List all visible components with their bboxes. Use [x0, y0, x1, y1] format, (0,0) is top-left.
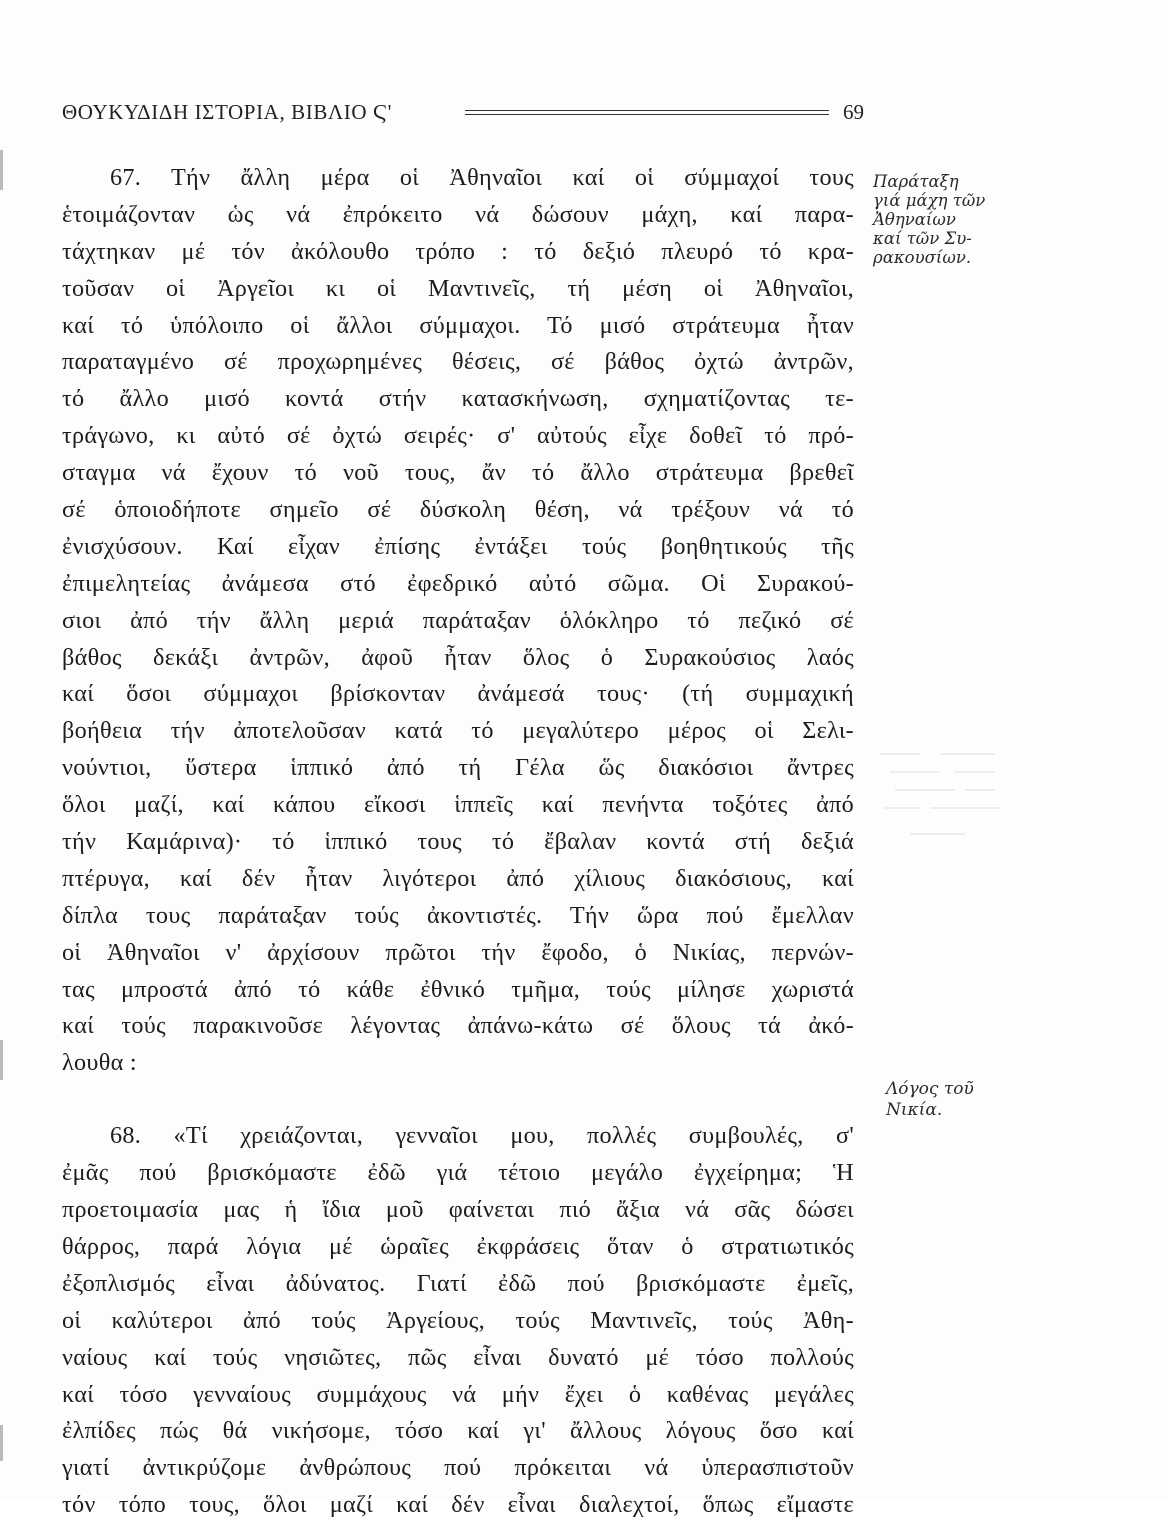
paragraph-68	[62, 1118, 854, 1524]
margin-note-line: καί τῶν Συ-	[873, 229, 972, 248]
text-line: πτέρυγα, καί δέν ἦταν λιγότεροι ἀπό χίλιους διακόσιους, καί	[62, 864, 854, 892]
text-line: λουθα :	[62, 1049, 137, 1077]
text-line: καί τό ὑπόλοιπο οἱ ἄλλοι σύμμαχοι. Τό μισό στράτευμα ἦταν	[62, 311, 854, 339]
text-line: οἱ Ἀθηναῖοι ν' ἀρχίσουν πρῶτοι τήν ἔφοδο, ὁ Νικίας, περνών-	[62, 938, 854, 966]
margin-note-line: Νικία.	[886, 1100, 943, 1120]
margin-note-battle-array	[873, 172, 1023, 267]
text-line: ναίους καί τούς νησιῶτες, πῶς εἶναι δυνατό μέ τόσο πολλούς	[62, 1343, 854, 1371]
page-number: 69	[843, 100, 864, 124]
paragraph-67	[62, 160, 854, 1082]
page-edge-mark	[0, 150, 3, 190]
text-line: σταγμα νά ἔχουν τό νοῦ τους, ἄν τό ἄλλο στράτευμα βρεθεῖ	[62, 459, 854, 487]
main-text	[62, 160, 854, 1524]
text-line: παραταγμένο σέ προχωρημένες θέσεις, σέ βάθος ὀχτώ ἀντρῶν,	[62, 348, 854, 376]
text-line: καί τόσο γενναίους συμμάχους νά μήν ἔχει ὁ καθένας μεγάλες	[62, 1380, 854, 1408]
text-line: σιοι ἀπό τήν ἄλλη μεριά παράταξαν ὁλόκληρο τό πεζικό σέ	[62, 606, 854, 634]
text-line: βοήθεια τήν ἀποτελοῦσαν κατά τό μεγαλύτερο μέρος οἱ Σελι-	[62, 717, 854, 745]
text-line: δίπλα τους παράταξαν τούς ἀκοντιστές. Τήν ὥρα πού ἔμελλαν	[62, 901, 854, 929]
text-line: οἱ καλύτεροι ἀπό τούς Ἀργείους, τούς Μαντινεῖς, τούς Ἀθη-	[62, 1306, 854, 1334]
text-line: τήν Καμάρινα)· τό ἱππικό τους τό ἔβαλαν κοντά στή δεξιά	[62, 828, 854, 856]
text-line: 68. «Τί χρειάζονται, γενναῖοι μου, πολλές συμβουλές, σ'	[110, 1122, 854, 1150]
text-line: ἐλπίδες πώς θά νικήσομε, τόσο καί γι' ἄλλους λόγους ὅσο καί	[62, 1417, 854, 1445]
bleed-through-marks	[870, 742, 1020, 862]
running-header	[62, 100, 864, 132]
text-line: ἐξοπλισμός εἶναι ἀδύνατος. Γιατί ἐδῶ πού βρισκόμαστε ἐμεῖς,	[62, 1269, 854, 1297]
text-line: γιατί ἀντικρύζομε ἀνθρώπους πού πρόκειται νά ὑπερασπιστοῦν	[62, 1454, 854, 1482]
text-line: θάρρος, παρά λόγια μέ ὡραῖες ἐκφράσεις ὅταν ὁ στρατιωτικός	[62, 1232, 854, 1260]
text-line: τόν τόπο τους, ὅλοι μαζί καί δέν εἶναι διαλεχτοί, ὅπως εἴμαστε	[62, 1491, 854, 1519]
text-line: προετοιμασία μας ἡ ἴδια μοῦ φαίνεται πιό ἄξια νά σᾶς δώσει	[62, 1196, 854, 1224]
header-title: ΘΟΥΚΥΔΙΔΗ ΙΣΤΟΡΙΑ, ΒΙΒΛΙΟ Ϛ'	[62, 100, 392, 124]
paragraph-gap	[62, 1082, 854, 1118]
text-line: ἐπιμελητείας ἀνάμεσα στό ἐφεδρικό αὐτό σῶμα. Οἱ Συρακού-	[62, 569, 854, 597]
text-line: τας μπροστά ἀπό τό κάθε ἐθνικό τμῆμα, τούς μίλησε χωριστά	[62, 975, 854, 1003]
header-double-rule	[465, 110, 829, 115]
text-line: νούντιοι, ὕστερα ἱππικό ἀπό τή Γέλα ὥς διακόσιοι ἄντρες	[62, 754, 854, 782]
margin-note-line: Ἀθηναίων	[873, 210, 956, 229]
text-line: 67. Τήν ἄλλη μέρα οἱ Ἀθηναῖοι καί οἱ σύμμαχοί τους	[110, 164, 854, 191]
text-line: τράγωνο, κι αὐτό σέ ὀχτώ σειρές· σ' αὐτούς εἶχε δοθεῖ τό πρό-	[62, 422, 854, 450]
margin-note-nikias-speech	[886, 1079, 1026, 1121]
text-line: τάχτηκαν μέ τόν ἀκόλουθο τρόπο : τό δεξιό πλευρό τό κρα-	[62, 237, 854, 265]
text-line: σέ ὁποιοδήποτε σημεῖο σέ δύσκολη θέση, νά τρέξουν νά τό	[62, 496, 854, 524]
text-line: καί ὅσοι σύμμαχοι βρίσκονταν ἀνάμεσά τους· (τή συμμαχική	[62, 680, 854, 708]
text-line: καί τούς παρακινοῦσε λέγοντας ἀπάνω-κάτω σέ ὅλους τά ἀκό-	[62, 1012, 854, 1040]
margin-note-line: Λόγος τοῦ	[886, 1079, 974, 1099]
margin-note-line: ρακουσίων.	[873, 248, 972, 267]
text-line: τό ἄλλο μισό κοντά στήν κατασκήνωση, σχηματίζοντας τε-	[62, 385, 854, 413]
text-line: ἐνισχύσουν. Καί εἶχαν ἐπίσης ἐντάξει τούς βοηθητικούς τῆς	[62, 532, 854, 560]
margin-note-line: γιά μάχη τῶν	[873, 191, 986, 210]
page-edge-mark	[0, 1040, 3, 1080]
text-line: τοῦσαν οἱ Ἀργεῖοι κι οἱ Μαντινεῖς, τή μέση οἱ Ἀθηναῖοι,	[62, 274, 854, 302]
page-edge-mark	[0, 1425, 3, 1461]
margin-note-line: Παράταξη	[873, 172, 959, 191]
text-line: ὅλοι μαζί, καί κάπου εἴκοσι ἱππεῖς καί πενήντα τοξότες ἀπό	[62, 791, 854, 819]
text-line: ἑτοιμάζονταν ὡς νά ἐπρόκειτο νά δώσουν μάχη, καί παρα-	[62, 200, 854, 228]
text-line: ἐμᾶς πού βρισκόμαστε ἐδῶ γιά τέτοιο μεγάλο ἐγχείρημα; Ἡ	[62, 1159, 854, 1187]
text-line: βάθος δεκάξι ἀντρῶν, ἀφοῦ ἦταν ὅλος ὁ Συρακούσιος λαός	[62, 643, 854, 671]
